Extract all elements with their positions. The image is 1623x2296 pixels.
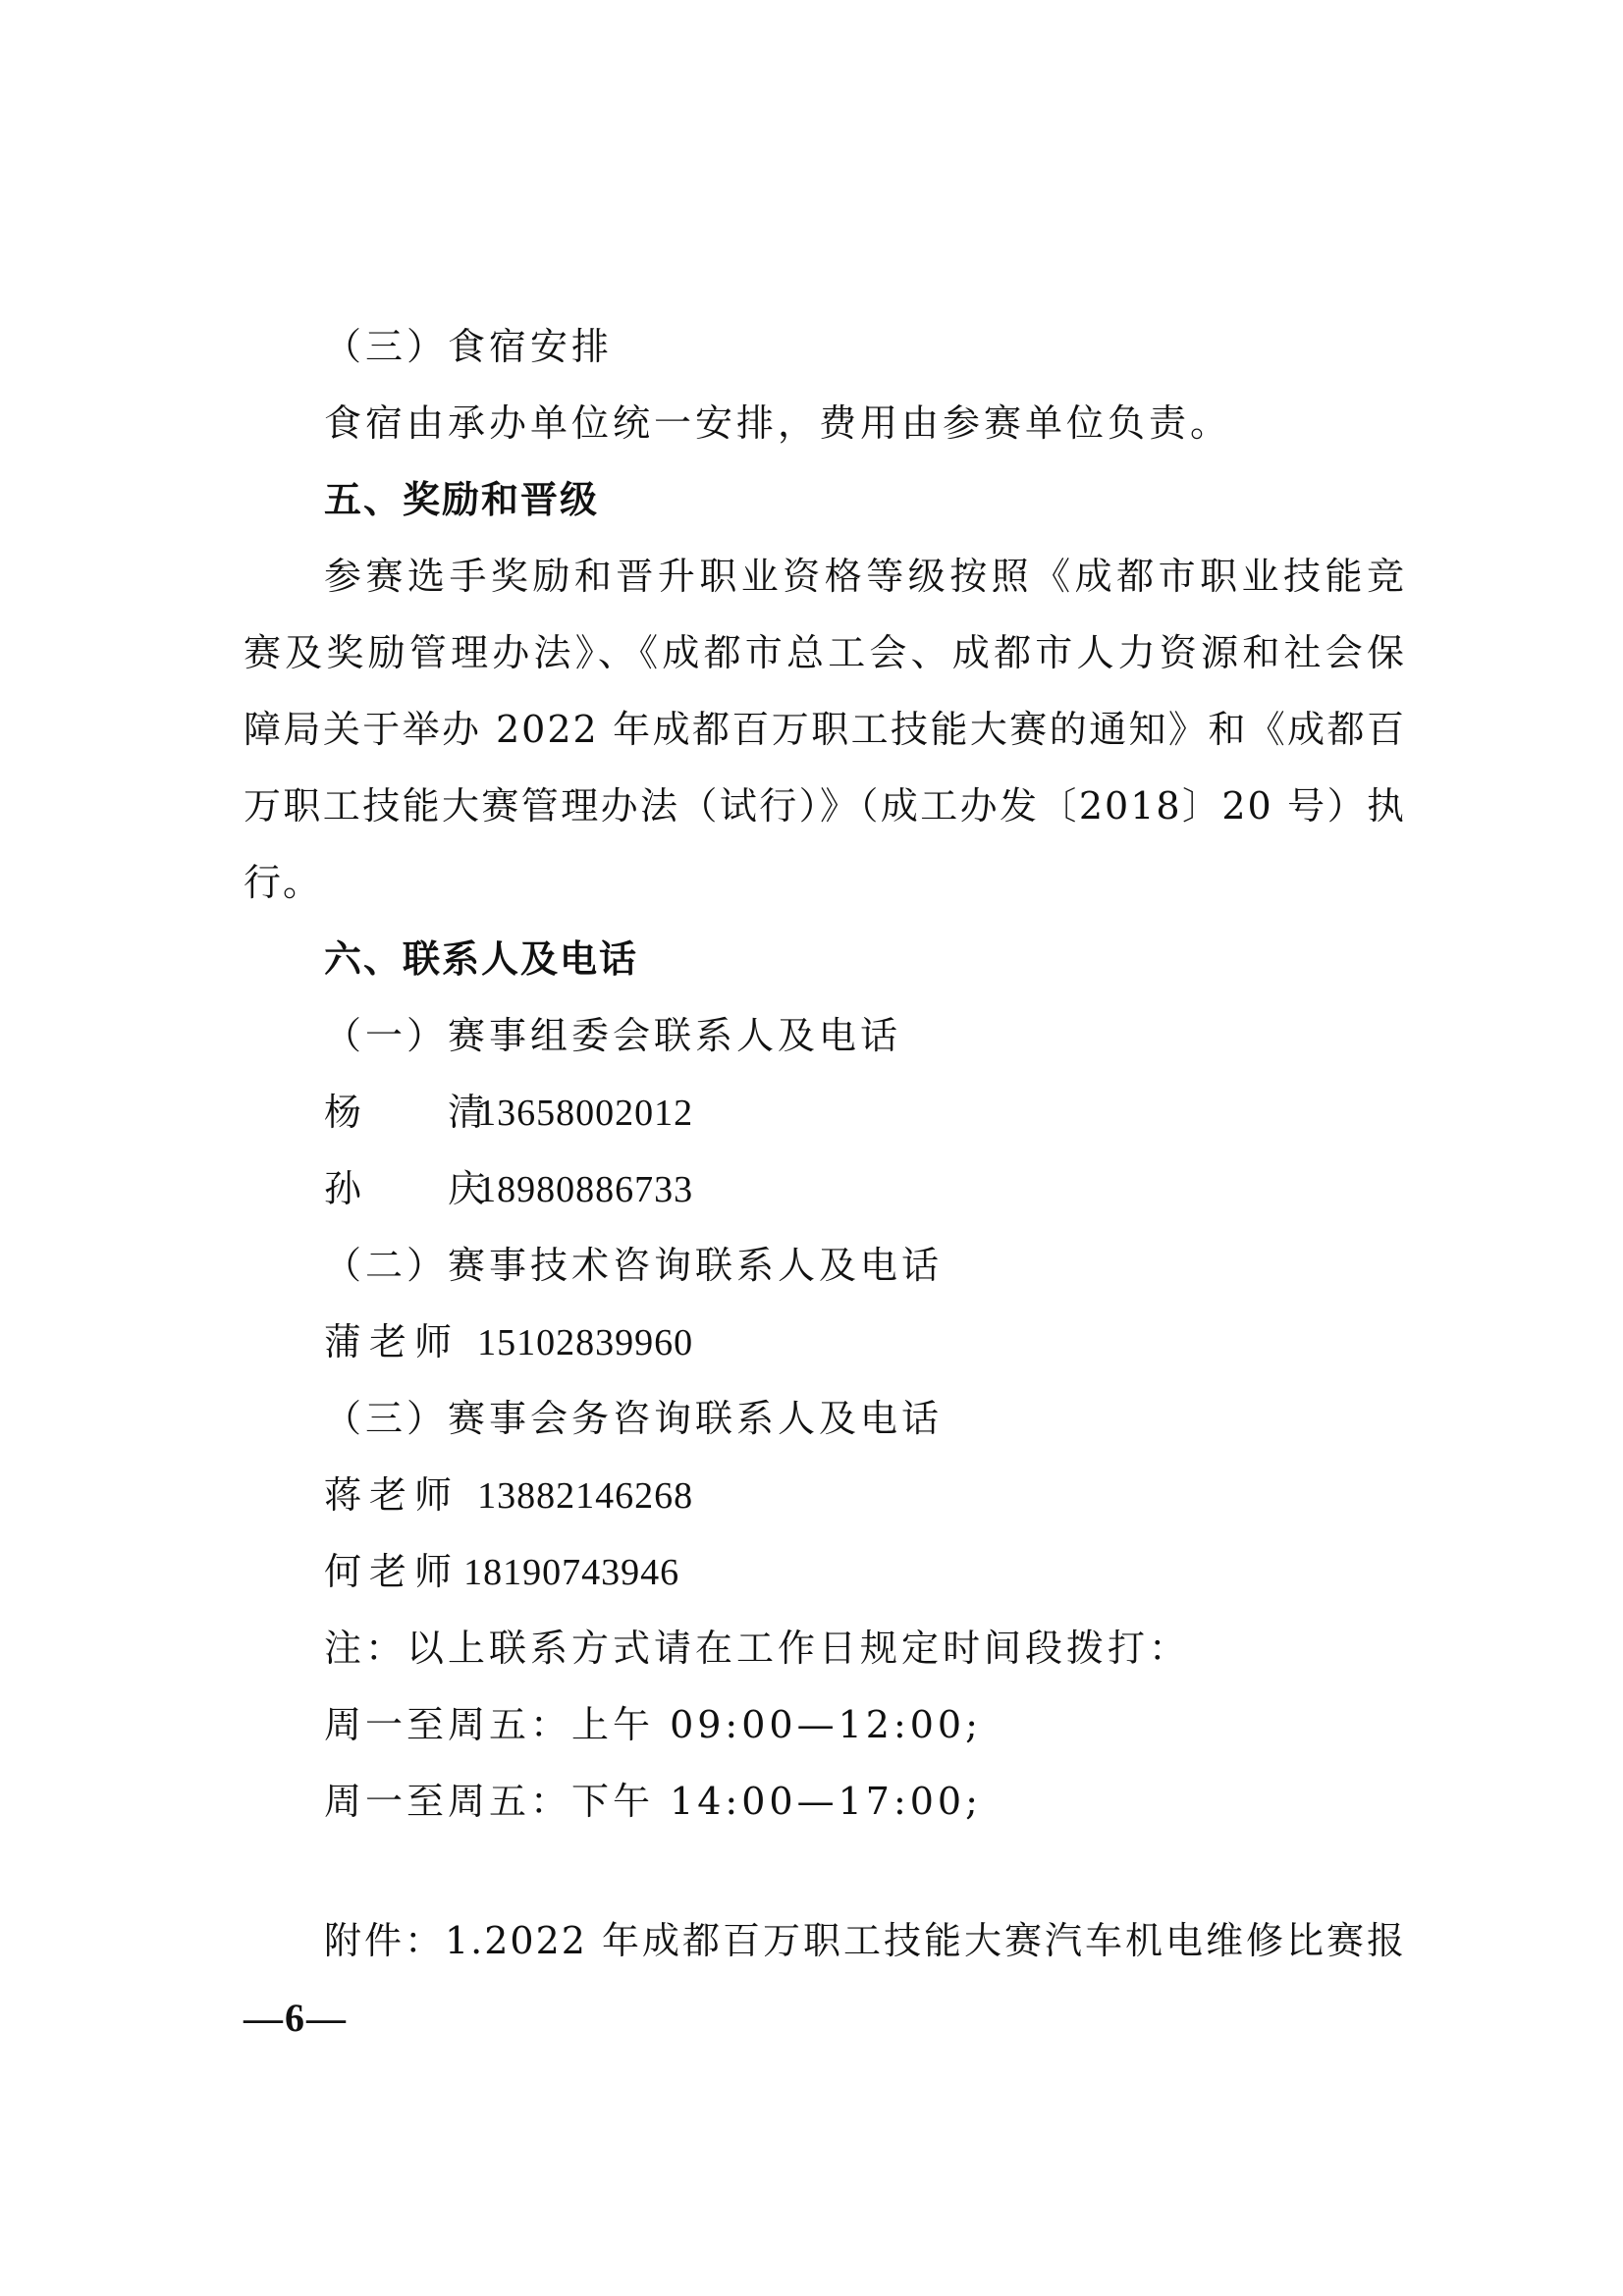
food-lodging-text: 食宿由承办单位统一安排，费用由参赛单位负责。 (324, 401, 1232, 445)
contact-phone: 18980886733 (477, 1169, 694, 1210)
section-five-line-2: 赛及奖励管理办法》、《成都市总工会、成都市人力资源和社会保 (243, 631, 1406, 674)
contact-phone: 15102839960 (477, 1322, 694, 1363)
contact-name: 杨 清 (324, 1091, 523, 1134)
contact-row (324, 1164, 693, 1214)
contact-name: 蒋老师 (324, 1473, 460, 1517)
note-afternoon-hours: 周一至周五：下午 14:00—17:00; (324, 1780, 982, 1823)
contact-row (324, 1547, 679, 1597)
contact-phone: 13658002012 (477, 1093, 694, 1134)
contact-phone: 18190743946 (463, 1552, 680, 1593)
page-number: —6— (243, 1996, 348, 2040)
section-five-line-3: 障局关于举办 2022 年成都百万职工技能大赛的通知》和《成都百 (243, 708, 1406, 751)
section-six-heading: 六、联系人及电话 (324, 937, 639, 981)
contact-name: 何老师 (324, 1550, 460, 1593)
contact-row (324, 1317, 693, 1367)
affairs-contacts-heading: （三）赛事会务咨询联系人及电话 (324, 1397, 944, 1440)
section-five-line-4: 万职工技能大赛管理办法（试行）》（成工办发〔2018〕20 号）执 (243, 784, 1406, 828)
section-five-heading: 五、奖励和晋级 (324, 478, 600, 521)
organizing-contacts-heading: （一）赛事组委会联系人及电话 (324, 1014, 902, 1057)
note-intro: 注：以上联系方式请在工作日规定时间段拨打： (324, 1627, 1191, 1670)
section-five-line-5: 行。 (243, 861, 323, 904)
attachment-line: 附件：1.2022 年成都百万职工技能大赛汽车机电维修比赛报 (324, 1919, 1406, 1962)
contact-row (324, 1470, 693, 1521)
technical-contacts-heading: （二）赛事技术咨询联系人及电话 (324, 1244, 944, 1287)
section-five-line-1: 参赛选手奖励和晋升职业资格等级按照《成都市职业技能竞 (324, 555, 1406, 598)
contact-name: 孙 庆 (324, 1167, 523, 1210)
note-morning-hours: 周一至周五：上午 09:00—12:00; (324, 1703, 982, 1746)
contact-name: 蒲老师 (324, 1320, 460, 1363)
contact-phone: 13882146268 (477, 1475, 694, 1517)
contact-row (324, 1088, 693, 1138)
food-lodging-heading: （三）食宿安排 (324, 325, 614, 368)
